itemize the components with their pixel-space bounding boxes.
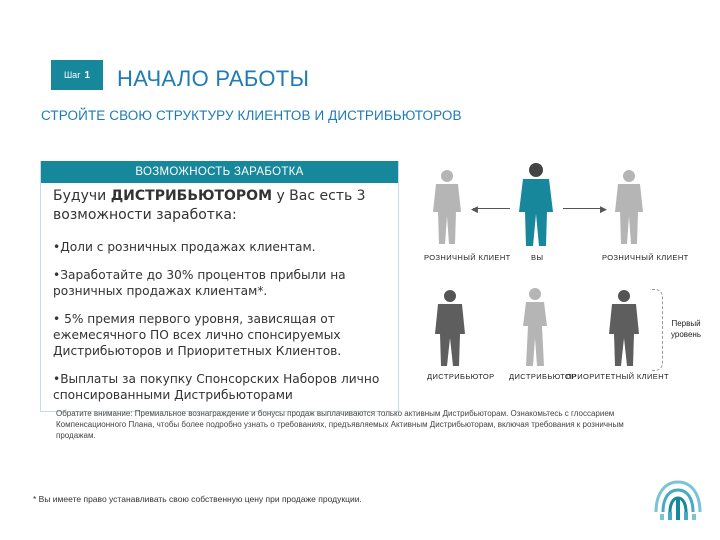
step-badge (51, 60, 103, 90)
arrow-right-connector (563, 208, 603, 209)
arrow-right-head-icon: ▶ (600, 204, 607, 214)
company-logo-icon (650, 468, 706, 524)
you-figure (517, 162, 555, 248)
priority-client-figure (607, 288, 641, 368)
distributor-figure-2 (518, 286, 552, 368)
step-word: Шаг (63, 70, 81, 80)
step-number: 1 (84, 69, 91, 81)
arrow-left-head-icon: ◀ (471, 204, 478, 214)
bullet-item: •Доли с розничных продажах клиентам. (53, 240, 316, 254)
label-priority-client: ПРИОРИТЕТНЫЙ КЛИЕНТ (566, 372, 669, 381)
label-retail-client-right: РОЗНИЧНЫЙ КЛИЕНТ (602, 253, 689, 262)
intro-before: Будучи (53, 188, 111, 204)
activity-note: Обратите внимание: Премиальное вознаграждение и бонусы продаж выплачиваются только активным Дистрибьюторам. Ознакомьтесь с глоссарием Компенсационного Плана, чтобы более подробно узнать о требованиях, предъявляемых Активным Дистрибьюторам, включая требования к розничным продажам. (56, 409, 624, 440)
intro-bold: ДИСТРИБЬЮТОРОМ (110, 188, 272, 204)
panel-intro (53, 187, 392, 225)
distributor-figure-1 (433, 288, 467, 368)
bullet-item: •Выплаты за покупку Спонсорских Наборов лично спонсированными Дистрибьюторами (53, 372, 380, 402)
label-you: ВЫ (531, 253, 544, 262)
level-label: Первый уровень (670, 319, 701, 339)
page-subtitle: СТРОЙТЕ СВОЮ СТРУКТУРУ КЛИЕНТОВ И ДИСТРИБЬЮТОРОВ (41, 108, 462, 123)
retail-client-left-figure (430, 168, 464, 246)
retail-client-right-figure (612, 168, 646, 246)
label-distributor-1: ДИСТРИБЬЮТОР (427, 372, 495, 381)
panel-header: ВОЗМОЖНОСТЬ ЗАРАБОТКА (41, 161, 398, 183)
bullet-item: •Заработайте до 30% процентов прибыли на розничных продажах клиентам*. (53, 268, 346, 298)
earnings-panel (40, 161, 399, 412)
label-distributor-2: ДИСТРИБЬЮТОР (509, 372, 577, 381)
price-footnote: * Вы имеете право устанавливать свою собственную цену при продаже продукции. (33, 494, 362, 504)
label-retail-client-left: РОЗНИЧНЫЙ КЛИЕНТ (424, 253, 511, 262)
arrow-left-connector (473, 208, 510, 209)
panel-body (41, 183, 398, 403)
intro-after: у Вас есть 3 возможности заработка: (53, 188, 366, 223)
page-title: НАЧАЛО РАБОТЫ (117, 66, 310, 91)
bullet-item: • 5% премия первого уровня, зависящая от ежемесячного ПО всех лично спонсируемых Дистрибьюторов и Приоритетных Клиентов. (53, 312, 342, 358)
